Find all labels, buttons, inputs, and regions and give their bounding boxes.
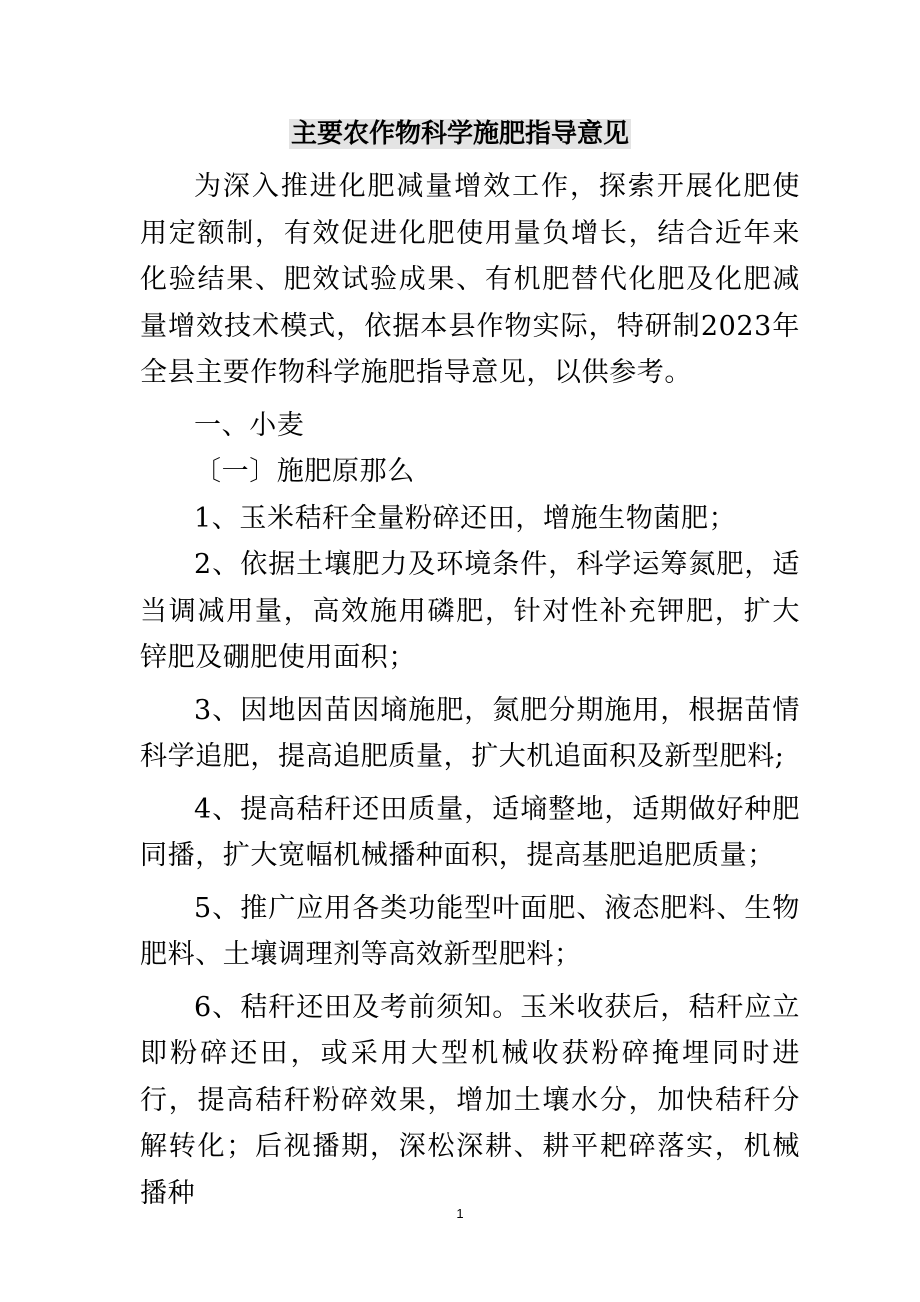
document-title — [0, 112, 920, 156]
list-item-6: 6、秸秆还田及考前须知。玉米收获后，秸秆应立即粉碎还田，或采用大型机械收获粉碎掩埋同时进行，提高秸秆粉碎效果，增加土壤水分，加快秸秆分解转化；后视播期，深松深耕、耕平耙碎落实，机械播种 — [140, 991, 800, 1209]
document-title-text: 主要农作物科学施肥指导意见 — [290, 119, 629, 149]
intro-paragraph: 为深入推进化肥减量增效工作，探索开展化肥使用定额制，有效促进化肥使用量负增长，结合近年来化验结果、肥效试验成果、有机肥替代化肥及化肥减量增效技术模式，依据本县作物实际，特研制2023年全县主要作物科学施肥指导意见，以供参考。 — [140, 171, 800, 388]
list-item-1: 1、玉米秸秆全量粉碎还田，增施生物菌肥； — [194, 502, 737, 534]
subsection-heading-principles: 〔一〕施肥原那么 — [194, 456, 415, 487]
document-body — [140, 164, 800, 1217]
list-item-3: 3、因地因苗因墒施肥，氮肥分期施用，根据苗情科学追肥，提高追肥质量，扩大机追面积及新型肥料; — [140, 694, 800, 772]
list-item-5: 5、推广应用各类功能型叶面肥、液态肥料、生物肥料、土壤调理剂等高效新型肥料； — [140, 892, 800, 970]
list-item-2: 2、依据土壤肥力及环境条件，科学运筹氮肥，适当调减用量，高效施用磷肥，针对性补充钾肥，扩大锌肥及硼肥使用面积； — [140, 549, 800, 673]
section-heading-wheat: 一、小麦 — [194, 409, 305, 441]
list-item-4: 4、提高秸秆还田质量，适墒整地，适期做好种肥同播，扩大宽幅机械播种面积，提高基肥追肥质量； — [140, 793, 800, 871]
page-number: 1 — [456, 1206, 464, 1221]
